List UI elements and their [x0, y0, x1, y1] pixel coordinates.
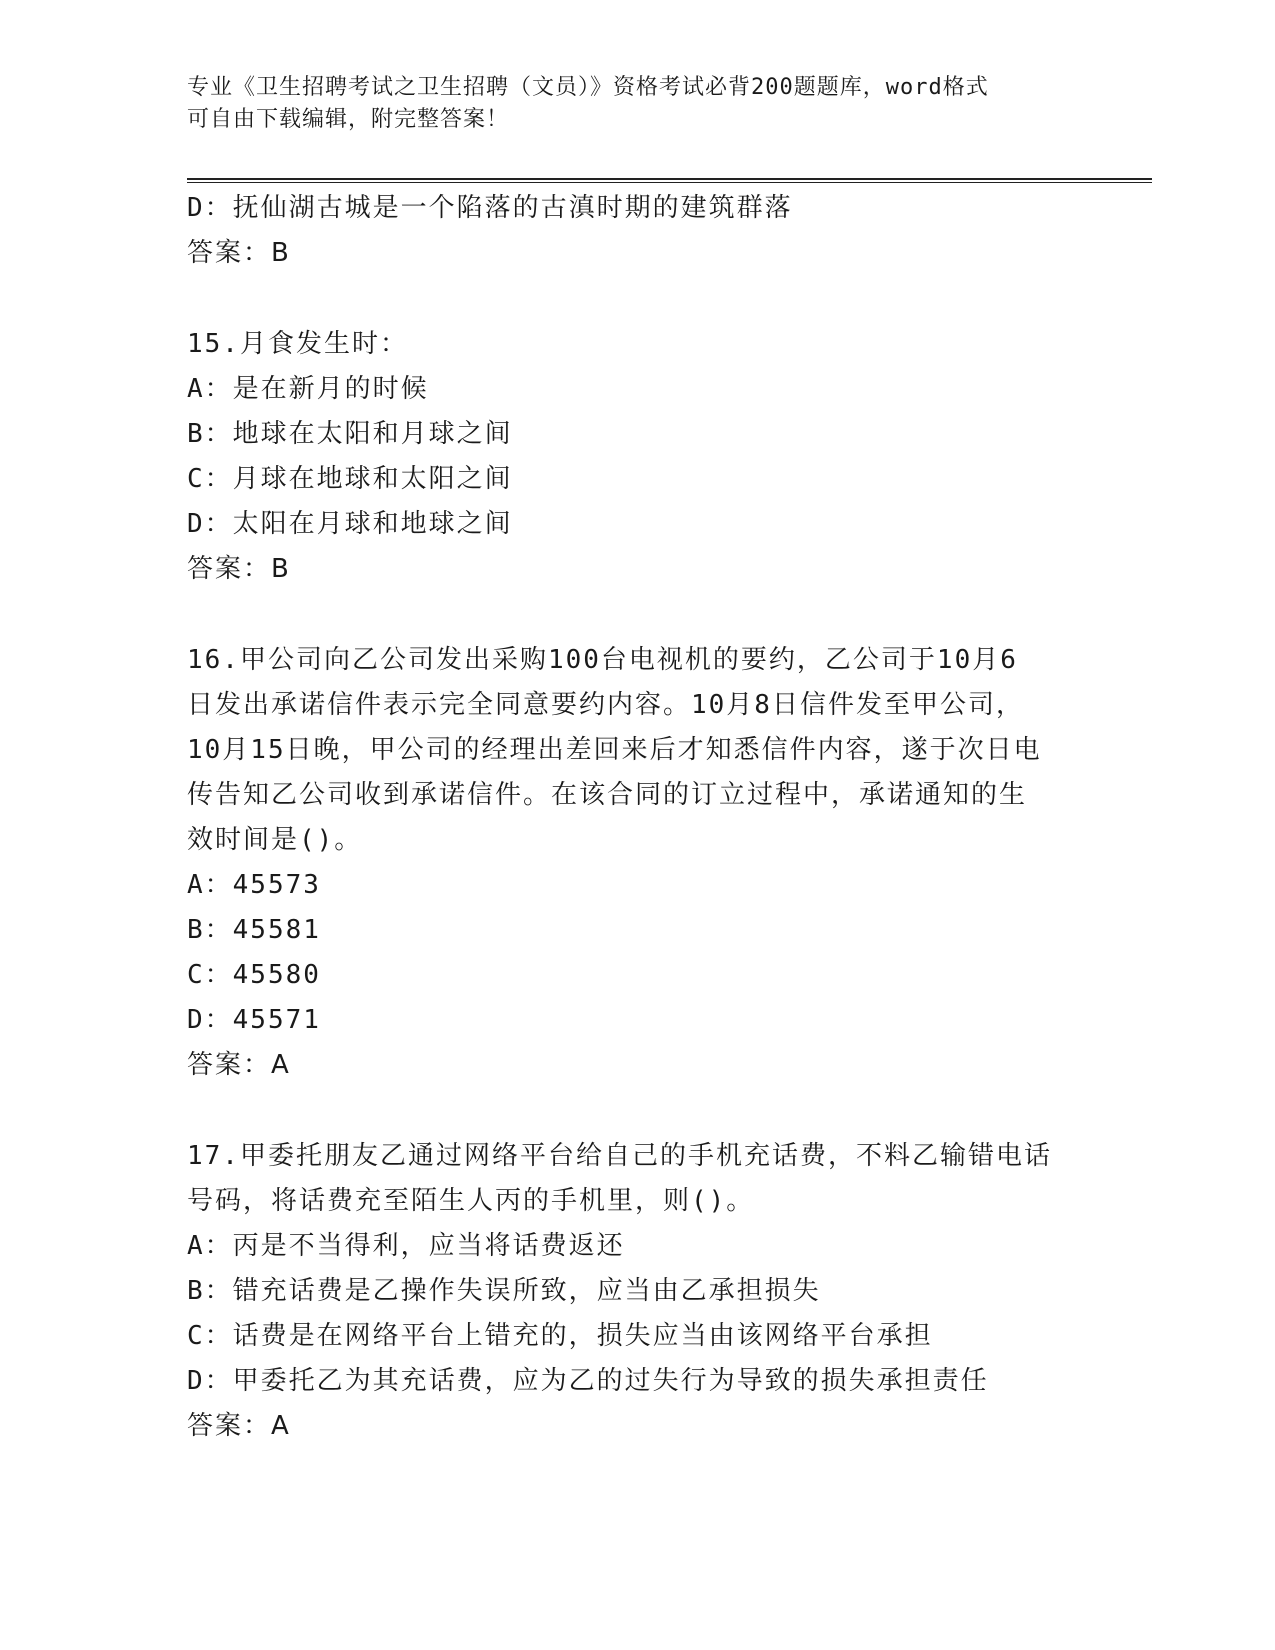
option-d: D：甲委托乙为其充话费，应为乙的过失行为导致的损失承担责任: [187, 1366, 989, 1396]
option-b: B：错充话费是乙操作失误所致，应当由乙承担损失: [187, 1276, 821, 1306]
question-15: [187, 322, 1087, 592]
option-d: D：太阳在月球和地球之间: [187, 509, 513, 539]
spacer: [187, 276, 1087, 322]
question-stem: 15.月食发生时：: [187, 329, 408, 359]
answer: 答案：B: [187, 554, 291, 584]
answer: 答案：A: [187, 1411, 291, 1441]
question-17: [187, 1134, 1087, 1449]
option-a: A：丙是不当得利，应当将话费返还: [187, 1231, 625, 1261]
question-stem-line: 17.甲委托朋友乙通过网络平台给自己的手机充话费，不料乙输错电话: [187, 1141, 1052, 1171]
header-title-line1: 专业《卫生招聘考试之卫生招聘（文员）》资格考试必背200题题库，word格式: [187, 75, 989, 100]
question-stem-line: 传告知乙公司收到承诺信件。在该合同的订立过程中，承诺通知的生: [187, 780, 1028, 810]
answer: 答案：B: [187, 238, 291, 268]
option-a: A：45573: [187, 870, 321, 900]
option-d: D：抚仙湖古城是一个陷落的古滇时期的建筑群落: [187, 193, 793, 223]
header-title-line2: 可自由下载编辑，附完整答案！: [187, 107, 510, 132]
question-stem-line: 效时间是()。: [187, 825, 363, 855]
question-list: [187, 186, 1087, 1449]
question-14-tail: [187, 186, 1087, 276]
question-stem-line: 10月15日晚，甲公司的经理出差回来后才知悉信件内容，遂于次日电: [187, 735, 1042, 765]
option-c: C：月球在地球和太阳之间: [187, 464, 513, 494]
question-stem-line: 16.甲公司向乙公司发出采购100台电视机的要约，乙公司于10月6: [187, 645, 1018, 675]
option-c: C：话费是在网络平台上错充的，损失应当由该网络平台承担: [187, 1321, 933, 1351]
option-b: B：地球在太阳和月球之间: [187, 419, 513, 449]
question-stem-line: 日发出承诺信件表示完全同意要约内容。10月8日信件发至甲公司，: [187, 690, 1024, 720]
option-a: A：是在新月的时候: [187, 374, 429, 404]
question-stem-line: 号码，将话费充至陌生人丙的手机里，则()。: [187, 1186, 755, 1216]
question-16: [187, 638, 1087, 1088]
document-header: [187, 72, 1067, 136]
option-d: D：45571: [187, 1005, 321, 1035]
spacer: [187, 592, 1087, 638]
option-b: B：45581: [187, 915, 321, 945]
option-c: C：45580: [187, 960, 321, 990]
answer: 答案：A: [187, 1050, 291, 1080]
spacer: [187, 1088, 1087, 1134]
header-divider: [187, 178, 1152, 183]
